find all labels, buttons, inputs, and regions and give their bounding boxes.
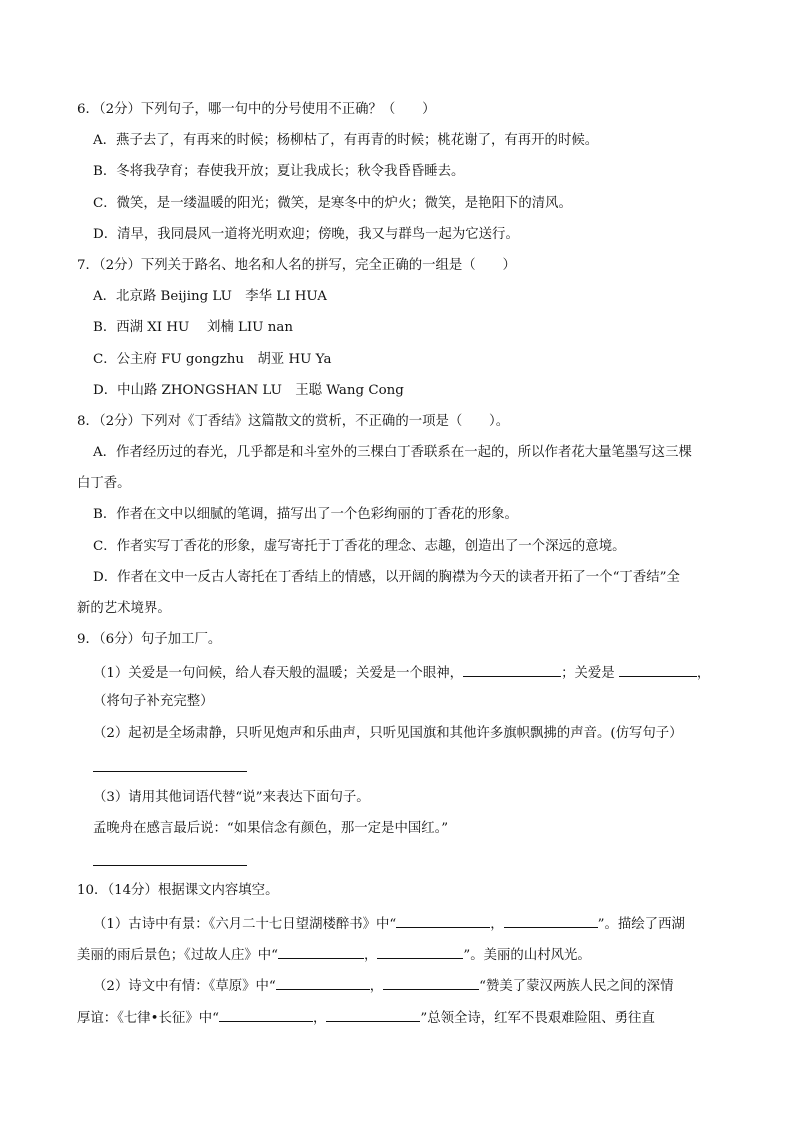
question-9-part-1-text-b: ；关爱是	[561, 666, 619, 681]
question-8-stem: 8．（2分）下列对《丁香结》这篇散文的赏析，不正确的一项是（ ）。	[77, 414, 510, 429]
question-9-part-1-note: （将句子补充完整）	[93, 694, 214, 709]
fill-blank-10-2-b[interactable]	[383, 974, 479, 990]
answer-line-9-2[interactable]	[93, 771, 247, 772]
question-10-stem: 10．（14分）根据课文内容填空。	[77, 883, 279, 898]
question-10-part-1-line2-comma: ，	[364, 948, 378, 963]
question-10-part-1-comma: ，	[490, 917, 504, 932]
question-10-part-1-line2-text-a: 美丽的雨后景色；《过故人庄》中“	[77, 948, 279, 963]
question-6-stem: 6．（2分）下列句子，哪一句中的分号使用不正确？（ ）	[77, 102, 436, 117]
fill-blank-10-1-b[interactable]	[504, 912, 598, 928]
fill-blank-10-2-d[interactable]	[326, 1006, 420, 1022]
question-9-part-1	[93, 661, 710, 684]
question-7-stem: 7．（2分）下列关于路名、地名和人名的拼写，完全正确的一组是（ ）	[77, 258, 516, 273]
question-8-option-c: C．作者实写丁香花的形象，虚写寄托于丁香花的理念、志趣，创造出了一个深远的意境。	[93, 539, 626, 554]
fill-blank-10-1-c[interactable]	[278, 943, 364, 959]
question-10-part-1-text-b: ”。描绘了西湖	[597, 917, 685, 932]
question-10-part-1	[93, 912, 685, 935]
fill-blank-9-1-b[interactable]	[619, 661, 697, 677]
question-10-part-1-line2-text-b: ”。美丽的山村风光。	[463, 948, 591, 963]
question-8-option-b: B．作者在文中以细腻的笔调，描写出了一个色彩绚丽的丁香花的形象。	[93, 507, 518, 522]
fill-blank-10-1-a[interactable]	[396, 912, 490, 928]
question-10-part-2-text-b: “赞美了蒙汉两族人民之间的深情	[479, 979, 674, 994]
question-9-part-3-sentence: 孟晚舟在感言最后说：“如果信念有颜色，那一定是中国红。”	[93, 821, 449, 836]
question-10-part-2-line2	[77, 1006, 655, 1029]
question-9-part-2: （2）起初是全场肃静，只听见炮声和乐曲声，只听见国旗和其他许多旗帜飘拂的声音。(仿写句子）	[93, 726, 683, 741]
question-8-option-a-line1: A．作者经历过的春光，几乎都是和斗室外的三棵白丁香联系在一起的，所以作者花大量笔墨写这三棵	[93, 445, 692, 460]
question-6-option-b: B．冬将我孕育；春使我开放；夏让我成长；秋令我昏昏睡去。	[93, 164, 465, 179]
fill-blank-9-1-a[interactable]	[463, 661, 561, 677]
question-10-part-2-line2-text-a: 厚谊：《七律•长征》中“	[77, 1011, 219, 1026]
question-9-part-1-text-c: ，	[696, 666, 711, 681]
question-6-option-d: D．清早，我同晨风一道将光明欢迎；傍晚，我又与群鸟一起为它送行。	[93, 227, 519, 242]
question-8-option-a-line2: 白丁香。	[77, 476, 131, 491]
question-7-option-a: A．北京路 Beijing LU 李华 LI HUA	[93, 289, 327, 304]
fill-blank-10-1-d[interactable]	[377, 943, 463, 959]
question-10-part-1-text-a: （1）古诗中有景：《六月二十七日望湖楼醉书》中“	[93, 917, 397, 932]
question-7-option-d: D．中山路 ZHONGSHAN LU 王聪 Wang Cong	[93, 383, 404, 398]
fill-blank-10-2-a[interactable]	[276, 974, 370, 990]
question-10-part-2-line2-comma: ，	[312, 1011, 327, 1026]
question-10-part-2-line2-text-b: ”总领全诗，红军不畏艰难险阻、勇往直	[420, 1011, 655, 1026]
question-8-option-d-line2: 新的艺术境界。	[77, 601, 171, 616]
question-10-part-1-line2	[77, 943, 591, 966]
question-10-part-2-comma: ，	[369, 979, 384, 994]
question-9-part-3: （3）请用其他词语代替“说”来表达下面句子。	[93, 790, 370, 805]
fill-blank-10-2-c[interactable]	[219, 1006, 313, 1022]
question-7-option-c: C．公主府 FU gongzhu 胡亚 HU Ya	[93, 352, 332, 367]
question-8-option-d-line1: D．作者在文中一反古人寄托在丁香结上的情感，以开阔的胸襟为今天的读者开拓了一个“丁香结”全	[93, 570, 680, 585]
question-10-part-2-text-a: （2）诗文中有情：《草原》中“	[93, 979, 276, 994]
question-7-option-b: B．西湖 XI HU 刘楠 LIU nan	[93, 320, 293, 335]
question-9-stem: 9．（6分）句子加工厂。	[77, 632, 222, 647]
question-6-option-c: C．微笑，是一缕温暖的阳光；微笑，是寒冬中的炉火；微笑，是艳阳下的清风。	[93, 196, 572, 211]
answer-line-9-3[interactable]	[93, 865, 247, 866]
question-6-option-a: A．燕子去了，有再来的时候；杨柳枯了，有再青的时候；桃花谢了，有再开的时候。	[93, 133, 599, 148]
question-10-part-2	[93, 974, 673, 997]
question-9-part-1-text-a: （1）关爱是一句问候，给人春天般的温暖；关爱是一个眼神，	[93, 666, 464, 681]
